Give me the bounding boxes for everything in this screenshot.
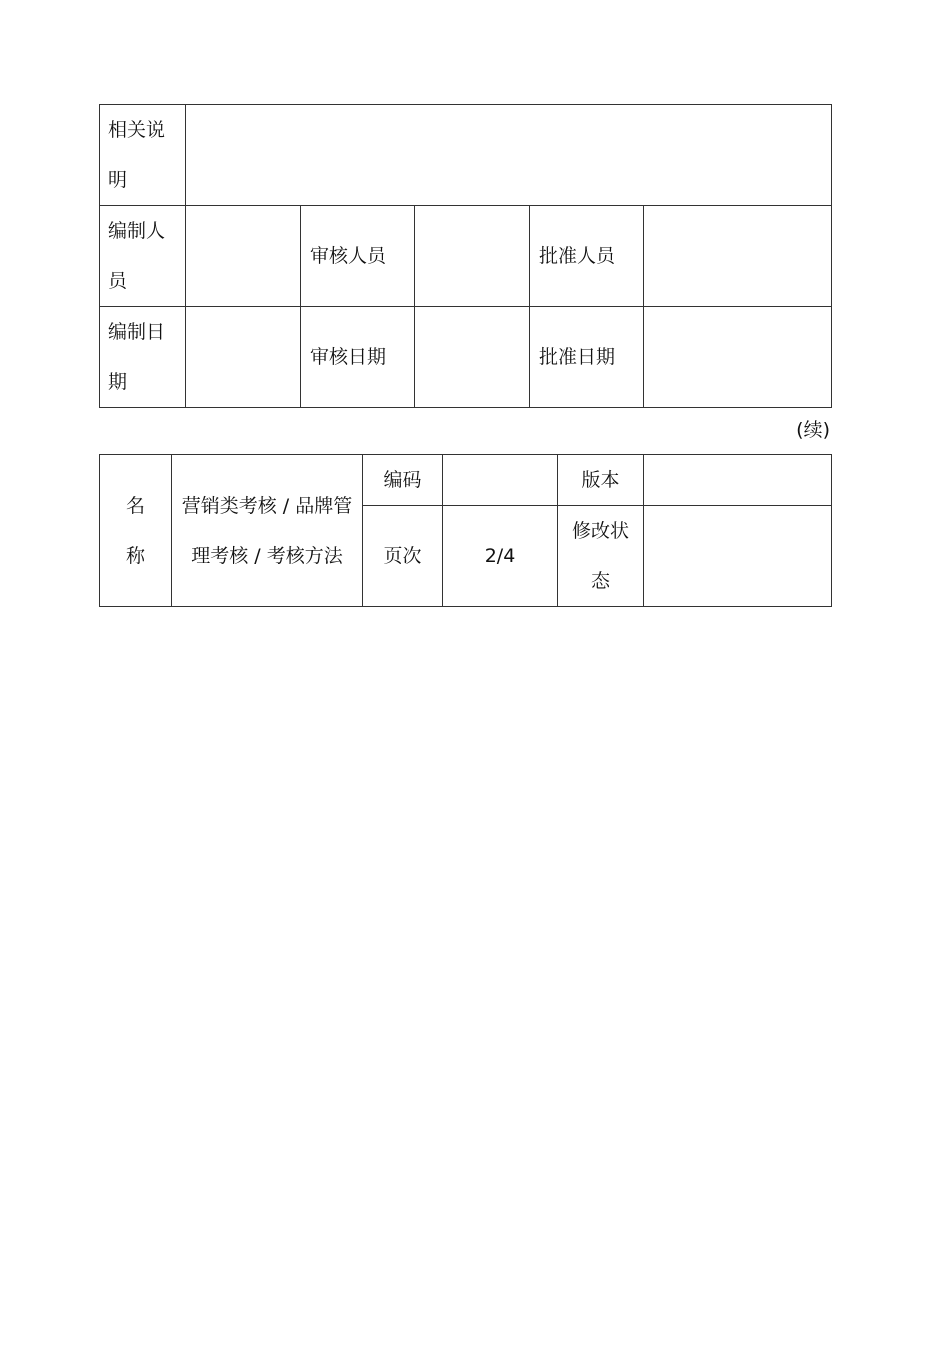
name-value-text: 营销类考核 / 品牌管理考核 / 考核方法 (181, 494, 353, 567)
reviewer-value (415, 206, 530, 307)
code-value (443, 455, 558, 506)
version-value (644, 455, 832, 506)
approver-label: 批准人员 (530, 206, 644, 307)
page-label: 页次 (363, 506, 443, 607)
continued-label: (续) (796, 419, 830, 441)
name-value (172, 455, 363, 607)
description-label-text: 相关说明 (108, 119, 166, 191)
compiler-value (186, 206, 301, 307)
compile-date-label-text: 编制日期 (108, 321, 166, 393)
version-label: 版本 (558, 455, 644, 506)
page-value: 2/4 (443, 506, 558, 607)
code-label: 编码 (363, 455, 443, 506)
approver-value (644, 206, 832, 307)
description-label (100, 105, 186, 206)
compiler-label-text: 编制人员 (108, 220, 166, 292)
reviewer-label: 审核人员 (301, 206, 415, 307)
description-value (186, 105, 832, 206)
compile-date-value (186, 307, 301, 408)
compile-date-label (100, 307, 186, 408)
review-date-value (415, 307, 530, 408)
approval-table (99, 104, 832, 408)
revision-label-text: 修改状态 (571, 520, 629, 592)
header-table (99, 454, 832, 607)
revision-value (644, 506, 832, 607)
revision-label (558, 506, 644, 607)
name-label-text: 名称 (125, 494, 145, 567)
compiler-label (100, 206, 186, 307)
name-label (100, 455, 172, 607)
approve-date-label: 批准日期 (530, 307, 644, 408)
review-date-label: 审核日期 (301, 307, 415, 408)
approve-date-value (644, 307, 832, 408)
